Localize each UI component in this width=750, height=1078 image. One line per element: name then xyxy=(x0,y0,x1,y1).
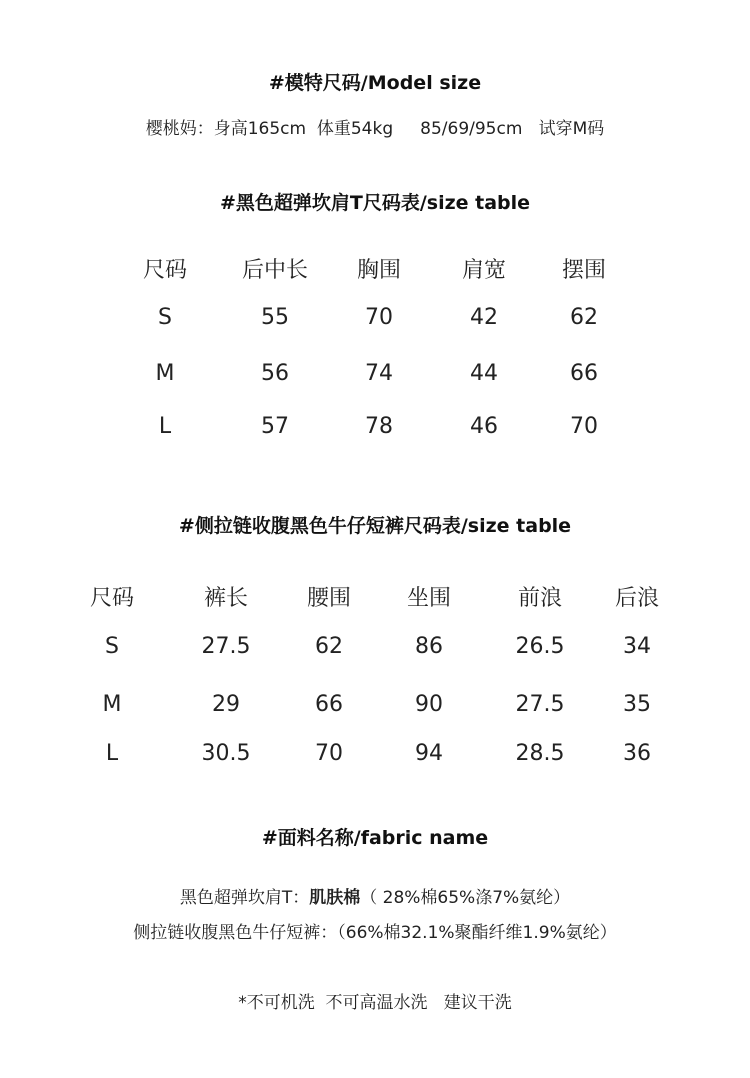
shorts-row-l-front-rise: 28.5 xyxy=(515,741,565,766)
tshirt-row-m-chest: 74 xyxy=(365,361,393,386)
shorts-header-size: 尺码 xyxy=(89,586,135,611)
shorts-row-s-size: S xyxy=(105,634,119,659)
shorts-row-s-length: 27.5 xyxy=(201,634,251,659)
tshirt-header-chest: 胸围 xyxy=(356,258,402,283)
shorts-row-s-front-rise: 26.5 xyxy=(515,634,565,659)
shorts-row-m-hip: 90 xyxy=(415,692,443,717)
shorts-row-m-waist: 66 xyxy=(315,692,343,717)
tshirt-row-l-chest: 78 xyxy=(365,414,393,439)
fabric-line-shorts: 侧拉链收腹黑色牛仔短裤：（66%棉32.1%聚酯纤维1.9%氨纶） xyxy=(133,923,617,943)
shorts-row-m-length: 29 xyxy=(212,692,240,717)
fabric-tshirt-prefix: 黑色超弹坎肩T： xyxy=(179,888,310,908)
shorts-row-l-length: 30.5 xyxy=(201,741,251,766)
tshirt-header-hem: 摆围 xyxy=(561,258,607,283)
tshirt-row-m-size: M xyxy=(155,361,175,386)
tshirt-header-back-length: 后中长 xyxy=(241,258,309,283)
shorts-header-hip: 坐围 xyxy=(406,586,452,611)
shorts-header-back-rise: 后浪 xyxy=(614,586,660,611)
shorts-row-l-size: L xyxy=(105,741,119,766)
tshirt-header-shoulder: 肩宽 xyxy=(461,258,507,283)
tshirt-row-l-size: L xyxy=(158,414,172,439)
model-size-info: 樱桃妈：身高165cm 体重54kg 85/69/95cm 试穿M码 xyxy=(145,119,605,139)
shorts-row-m-back-rise: 35 xyxy=(623,692,651,717)
tshirt-row-m-hem: 66 xyxy=(570,361,598,386)
shorts-size-heading: #侧拉链收腹黑色牛仔短裤尺码表/size table xyxy=(178,515,572,537)
tshirt-row-s-chest: 70 xyxy=(365,305,393,330)
fabric-heading: #面料名称/fabric name xyxy=(261,827,489,849)
fabric-tshirt-name: 肌肤棉 xyxy=(309,888,361,908)
tshirt-row-s-shoulder: 42 xyxy=(470,305,498,330)
tshirt-row-m-back-length: 56 xyxy=(261,361,289,386)
tshirt-row-l-shoulder: 46 xyxy=(470,414,498,439)
tshirt-size-heading: #黑色超弹坎肩T尺码表/size table xyxy=(219,192,531,214)
care-instructions: *不可机洗 不可高温水洗 建议干洗 xyxy=(238,993,512,1013)
shorts-row-l-hip: 94 xyxy=(415,741,443,766)
shorts-row-m-size: M xyxy=(102,692,122,717)
model-size-heading: #模特尺码/Model size xyxy=(268,72,482,94)
shorts-header-front-rise: 前浪 xyxy=(517,586,563,611)
fabric-line-tshirt xyxy=(0,883,750,908)
shorts-row-s-hip: 86 xyxy=(415,634,443,659)
shorts-row-s-back-rise: 34 xyxy=(623,634,651,659)
shorts-header-waist: 腰围 xyxy=(306,586,352,611)
tshirt-row-s-size: S xyxy=(158,305,172,330)
tshirt-row-s-back-length: 55 xyxy=(261,305,289,330)
tshirt-row-l-hem: 70 xyxy=(570,414,598,439)
shorts-row-m-front-rise: 27.5 xyxy=(515,692,565,717)
tshirt-header-size: 尺码 xyxy=(142,258,188,283)
fabric-tshirt-composition: （ 28%棉65%涤7%氨纶） xyxy=(360,888,571,908)
tshirt-row-s-hem: 62 xyxy=(570,305,598,330)
shorts-header-length: 裤长 xyxy=(203,586,249,611)
shorts-row-l-waist: 70 xyxy=(315,741,343,766)
shorts-row-l-back-rise: 36 xyxy=(623,741,651,766)
shorts-row-s-waist: 62 xyxy=(315,634,343,659)
tshirt-row-m-shoulder: 44 xyxy=(470,361,498,386)
tshirt-row-l-back-length: 57 xyxy=(261,414,289,439)
